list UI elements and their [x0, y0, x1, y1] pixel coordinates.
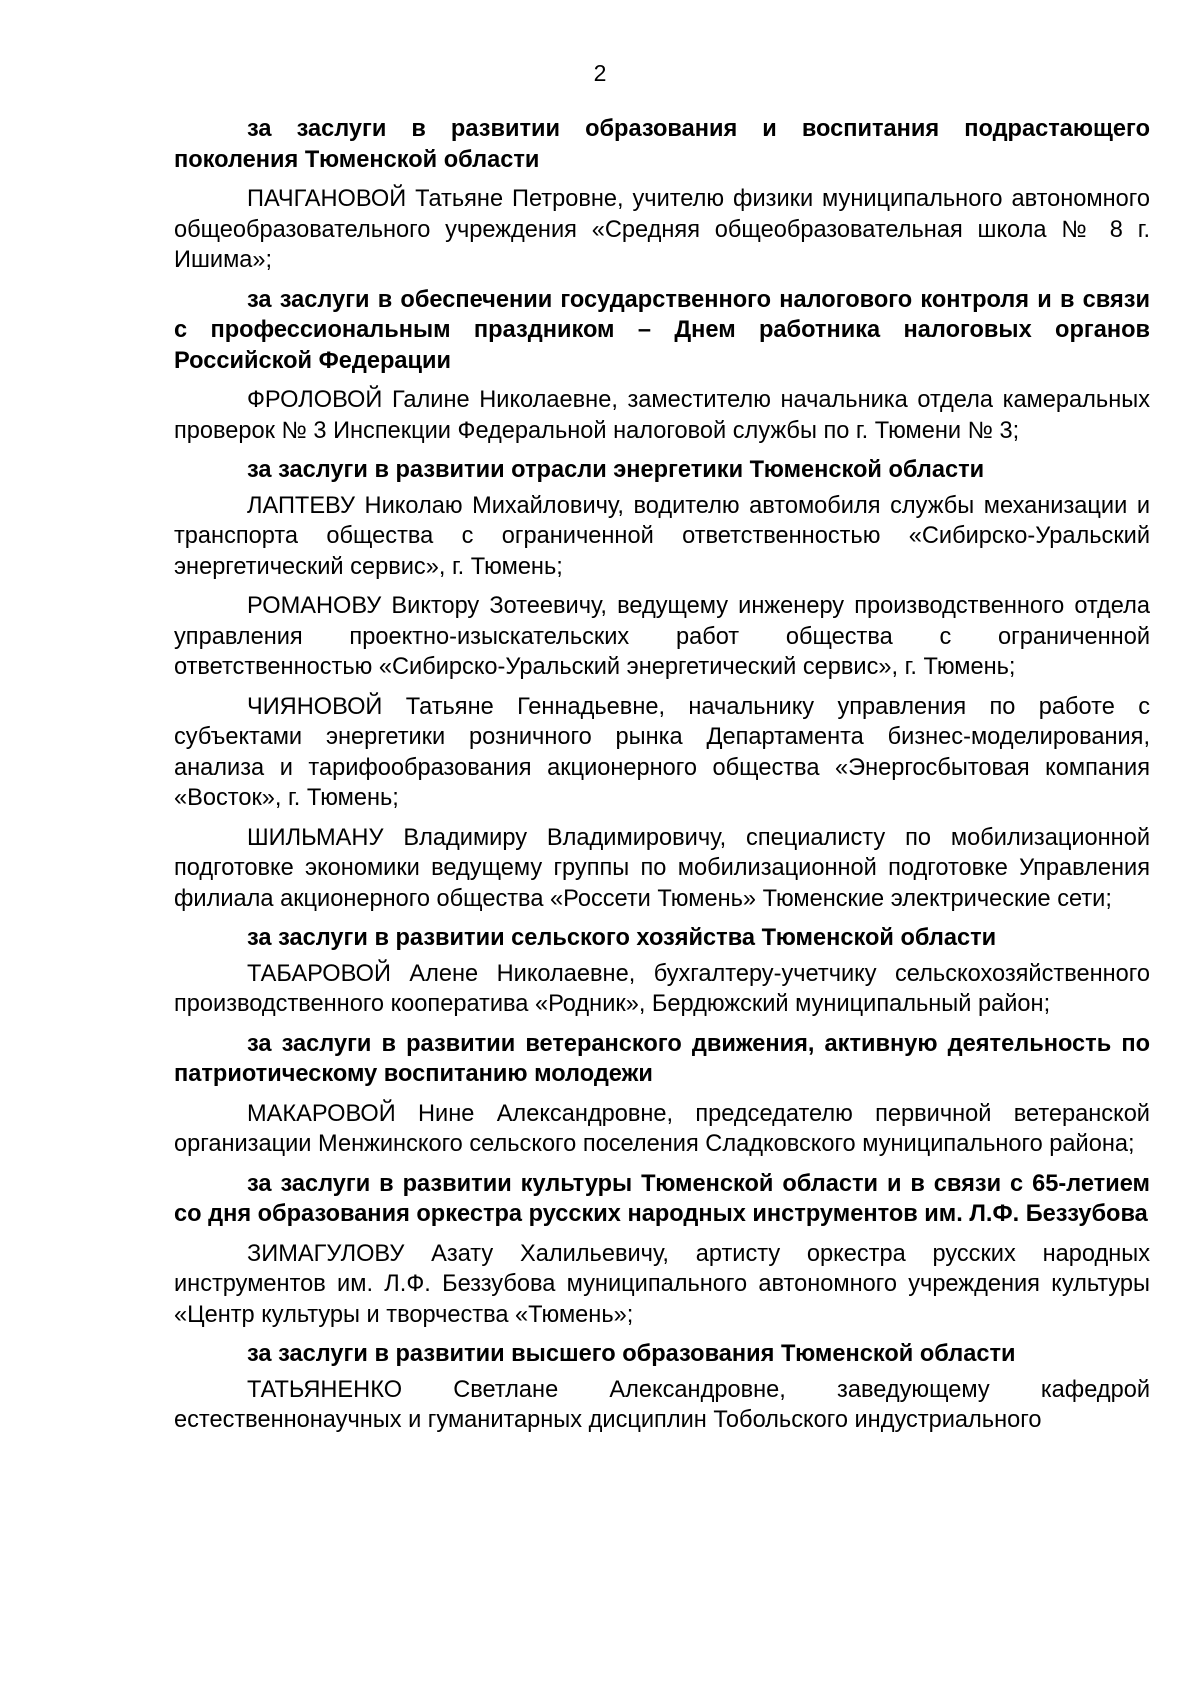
awardee-paragraph: ЛАПТЕВУ Николаю Михайловичу, водителю автомобиля службы механизации и транспорта общества с ограниченной ответственностью «Сибирско-Уральский энергетический сервис», г. Тюмень;	[174, 492, 1150, 580]
page-number: 2	[593, 60, 607, 86]
awardee-paragraph: ЧИЯНОВОЙ Татьяне Геннадьевне, начальнику управления по работе с субъектами энергетики розничного рынка Департамента бизнес-моделирования, анализа и тарифообразования акционерного общества «Энергосбытовая компания «Восток», г. Тюмень;	[174, 693, 1150, 811]
award-category-heading: за заслуги в развитии ветеранского движения, активную деятельность по патриотическому воспитанию молодежи	[174, 1030, 1150, 1087]
award-category-heading: за заслуги в развитии культуры Тюменской области и в связи с 65-летием со дня образования оркестра русских народных инструментов им. Л.Ф. Беззубова	[174, 1170, 1150, 1227]
awardee-paragraph: РОМАНОВУ Виктору Зотеевичу, ведущему инженеру производственного отдела управления проектно-изыскательских работ общества с ограниченной ответственностью «Сибирско-Уральский энергетический сервис», г. Тюмень;	[174, 593, 1150, 680]
awardee-paragraph: ТАТЬЯНЕНКО Светлане Александровне, заведующему кафедрой естественнонаучных и гуманитарных дисциплин Тобольского индустриального	[174, 1376, 1150, 1433]
awardee-paragraph: МАКАРОВОЙ Нине Александровне, председателю первичной ветеранской организации Менжинского сельского поселения Сладковского муниципального района;	[174, 1100, 1150, 1157]
award-category-heading: за заслуги в развитии образования и воспитания подрастающего поколения Тюменской области	[174, 116, 1150, 173]
awardee-paragraph: ШИЛЬМАНУ Владимиру Владимировичу, специалисту по мобилизационной подготовке экономики ведущему группы по мобилизационной подготовке Управления филиала акционерного общества «Россети Тюмень» Тюменские электрические сети;	[174, 824, 1150, 912]
awardee-paragraph: ЗИМАГУЛОВУ Азату Халильевичу, артисту оркестра русских народных инструментов им. Л.Ф. Беззубова муниципального автономного учреждения культуры «Центр культуры и творчества «Тюмень»;	[174, 1240, 1150, 1328]
awardee-paragraph: ТАБАРОВОЙ Алене Николаевне, бухгалтеру-учетчику сельскохозяйственного производственного кооператива «Родник», Бердюжский муниципальный район;	[174, 960, 1150, 1017]
awardee-paragraph: ПАЧГАНОВОЙ Татьяне Петровне, учителю физики муниципального автономного общеобразовательного учреждения «Средняя общеобразовательная школа № 8 г. Ишима»;	[174, 186, 1150, 273]
award-category-heading: за заслуги в развитии отрасли энергетики Тюменской области	[247, 457, 985, 483]
award-category-heading: за заслуги в развитии высшего образования Тюменской области	[247, 1341, 1016, 1367]
awardee-paragraph: ФРОЛОВОЙ Галине Николаевне, заместителю начальника отдела камеральных проверок № 3 Инспекции Федеральной налоговой службы по г. Тюмени № 3;	[174, 387, 1150, 444]
award-category-heading: за заслуги в обеспечении государственного налогового контроля и в связи с профессиональным праздником – Днем работника налоговых органов Российской Федерации	[174, 286, 1150, 374]
award-category-heading: за заслуги в развитии сельского хозяйства Тюменской области	[247, 925, 997, 951]
document-body	[174, 114, 1150, 1445]
